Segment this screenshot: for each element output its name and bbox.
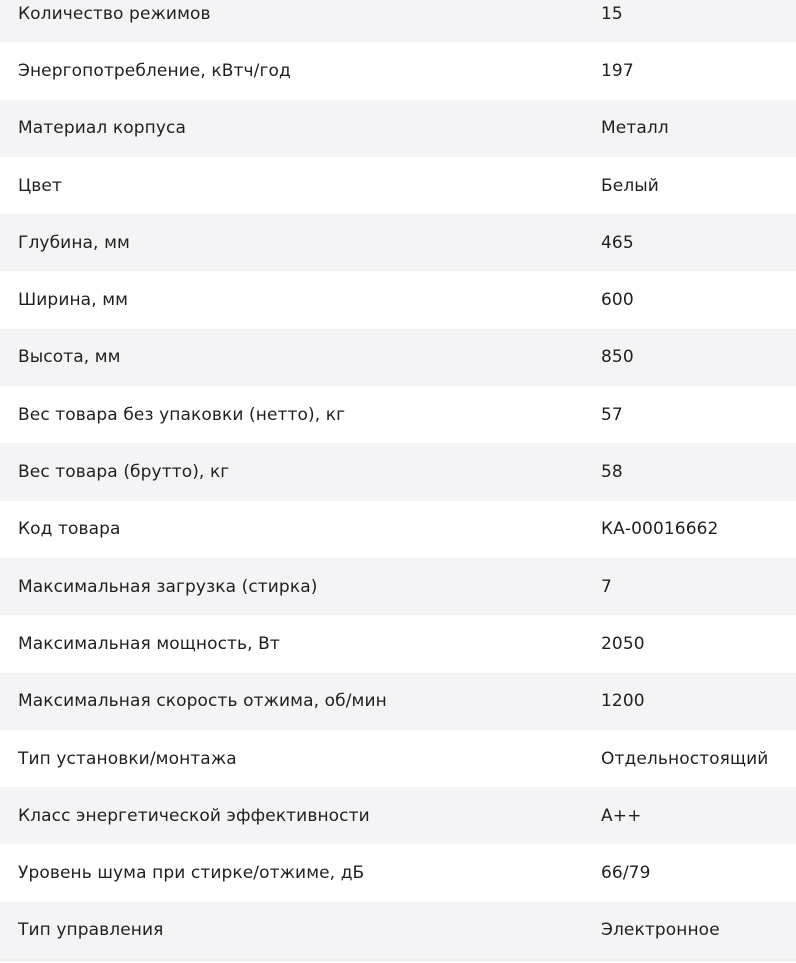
spec-name: Тип установки/монтажа bbox=[18, 748, 237, 769]
spec-value: A++ bbox=[601, 805, 642, 826]
spec-row bbox=[0, 386, 796, 443]
spec-name: Класс энергетической эффективности bbox=[18, 805, 370, 826]
spec-name: Материал корпуса bbox=[18, 118, 186, 139]
spec-row bbox=[0, 558, 796, 615]
spec-value: 465 bbox=[601, 232, 634, 253]
spec-value: 58 bbox=[601, 462, 623, 483]
spec-value: 850 bbox=[601, 347, 634, 368]
spec-row bbox=[0, 787, 796, 844]
spec-row bbox=[0, 902, 796, 959]
spec-value: 197 bbox=[601, 60, 634, 81]
spec-value: 7 bbox=[601, 576, 612, 597]
spec-value: КА-00016662 bbox=[601, 519, 719, 540]
spec-name: Вес товара без упаковки (нетто), кг bbox=[18, 404, 346, 425]
spec-name: Уровень шума при стирке/отжиме, дБ bbox=[18, 863, 365, 884]
spec-row bbox=[0, 443, 796, 500]
spec-row bbox=[0, 42, 796, 99]
spec-row bbox=[0, 844, 796, 901]
spec-row bbox=[0, 673, 796, 730]
spec-row bbox=[0, 100, 796, 157]
spec-value: Отдельностоящий bbox=[601, 748, 769, 769]
spec-name: Цвет bbox=[18, 175, 62, 196]
spec-name: Максимальная мощность, Вт bbox=[18, 633, 280, 654]
table-divider bbox=[0, 959, 796, 961]
spec-name: Тип управления bbox=[18, 920, 164, 941]
spec-name: Глубина, мм bbox=[18, 232, 130, 253]
spec-name: Вес товара (брутто), кг bbox=[18, 462, 230, 483]
spec-row bbox=[0, 501, 796, 558]
spec-name: Энергопотребление, кВтч/год bbox=[18, 60, 291, 81]
spec-row bbox=[0, 0, 796, 42]
spec-name: Ширина, мм bbox=[18, 290, 129, 311]
spec-value: 66/79 bbox=[601, 863, 651, 884]
spec-name: Количество режимов bbox=[18, 3, 211, 24]
spec-value: 1200 bbox=[601, 691, 645, 712]
spec-name: Высота, мм bbox=[18, 347, 121, 368]
spec-name: Код товара bbox=[18, 519, 121, 540]
spec-name: Максимальная загрузка (стирка) bbox=[18, 576, 318, 597]
spec-name: Максимальная скорость отжима, об/мин bbox=[18, 691, 387, 712]
spec-value: 600 bbox=[601, 290, 634, 311]
spec-row bbox=[0, 214, 796, 271]
spec-value: 57 bbox=[601, 404, 623, 425]
spec-value: 2050 bbox=[601, 633, 645, 654]
spec-row bbox=[0, 615, 796, 672]
spec-row bbox=[0, 271, 796, 328]
spec-value: Электронное bbox=[601, 920, 720, 941]
spec-row bbox=[0, 730, 796, 787]
spec-value: Металл bbox=[601, 118, 669, 139]
spec-row bbox=[0, 329, 796, 386]
spec-row bbox=[0, 157, 796, 214]
spec-value: Белый bbox=[601, 175, 659, 196]
spec-value: 15 bbox=[601, 3, 623, 24]
